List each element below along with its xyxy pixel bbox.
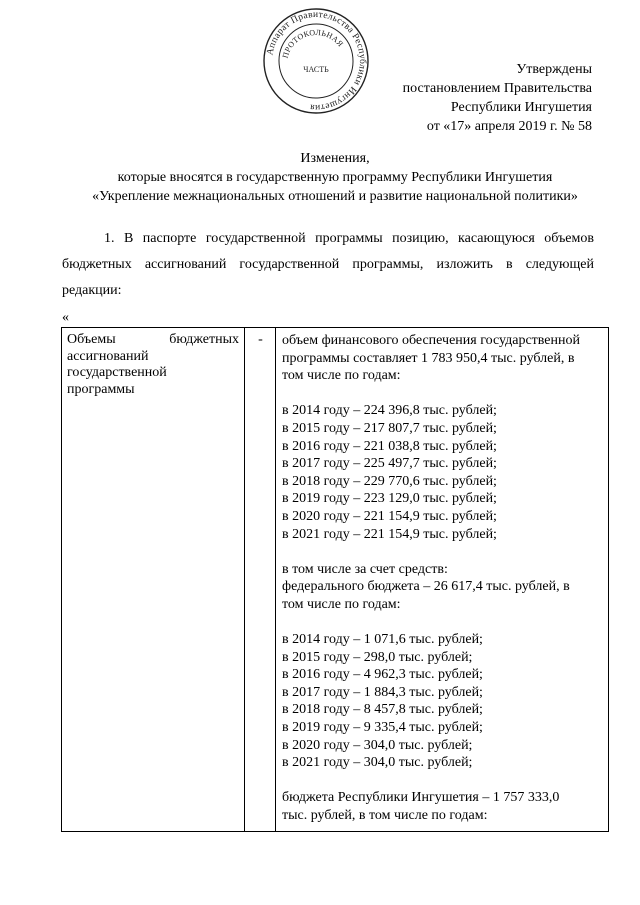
amendment-paragraph [62, 226, 594, 304]
federal-year-line: в 2019 году – 9 335,4 тыс. рублей; [282, 720, 483, 736]
approval-block [403, 60, 592, 136]
paragraph-line-1: 1. В паспорте государственной программы позицию, касающуюся объемов [104, 231, 594, 246]
total-year-line: в 2020 году – 221 154,9 тыс. рублей; [282, 508, 497, 524]
label-line: программы [67, 381, 135, 397]
approval-line-2: постановлением Правительства [402, 81, 592, 96]
heading-line-3: «Укрепление межнациональных отношений и развитие национальной политики» [92, 189, 578, 204]
total-year-line: в 2018 году – 229 770,6 тыс. рублей; [282, 473, 497, 489]
total-year-line: в 2017 году – 225 497,7 тыс. рублей; [282, 456, 497, 472]
total-line: объем финансового обеспечения государственной [282, 333, 580, 348]
table-content-cell [282, 332, 608, 825]
seal-inner-text: ПРОТОКОЛЬНАЯ [280, 27, 346, 60]
federal-year-line: в 2014 году – 1 071,6 тыс. рублей; [282, 632, 483, 648]
federal-year-line: в 2018 году – 8 457,8 тыс. рублей; [282, 702, 483, 718]
total-line: программы составляет 1 783 950,4 тыс. рублей, в [282, 350, 575, 366]
federal-year-line: в 2020 году – 304,0 тыс. рублей; [282, 737, 473, 753]
regional-line: тыс. рублей, в том числе по годам: [282, 808, 488, 824]
approval-line-1: Утверждены [516, 62, 592, 77]
total-year-line: в 2021 году – 221 154,9 тыс. рублей; [282, 526, 497, 542]
total-year-line: в 2015 году – 217 807,7 тыс. рублей; [282, 420, 497, 436]
budget-table [61, 327, 609, 832]
heading-line-2: которые вносятся в государственную программу Республики Ингушетия [117, 170, 553, 185]
document-heading [40, 149, 630, 206]
paragraph-line-2: бюджетных ассигнований государственной программы, изложить в следующей [62, 257, 594, 272]
federal-line: федерального бюджета – 26 617,4 тыс. рублей, в [282, 579, 570, 595]
table-column-divider-1 [244, 328, 245, 831]
federal-year-line: в 2017 году – 1 884,3 тыс. рублей; [282, 684, 483, 700]
table-column-divider-2 [275, 328, 276, 831]
federal-year-line: в 2015 году – 298,0 тыс. рублей; [282, 649, 473, 665]
total-year-line: в 2016 году – 221 038,8 тыс. рублей; [282, 438, 497, 454]
label-line: ассигнований [67, 348, 149, 364]
heading-line-1: Изменения, [300, 151, 370, 166]
total-year-line: в 2014 году – 224 396,8 тыс. рублей; [282, 403, 497, 419]
federal-year-line: в 2021 году – 304,0 тыс. рублей; [282, 755, 473, 771]
regional-line: бюджета Республики Ингушетия – 1 757 333,0 [282, 790, 560, 806]
table-dash-cell: - [258, 332, 263, 347]
label-line: государственной [67, 365, 167, 381]
total-year-line: в 2019 году – 223 129,0 тыс. рублей; [282, 491, 497, 507]
federal-line: том числе по годам: [282, 596, 401, 612]
seal-center-text: ЧАСТЬ [303, 65, 329, 74]
label-line: Объемы бюджетных [67, 332, 239, 347]
approval-line-3: Республики Ингушетия [450, 100, 592, 115]
total-line: том числе по годам: [282, 368, 401, 384]
approval-line-4: от «17» апреля 2019 г. № 58 [426, 119, 592, 134]
federal-line: в том числе за счет средств: [282, 561, 448, 577]
paragraph-line-3: редакции: [62, 283, 122, 298]
seal-outer-text: Аппарат Правительства Республики Ингушетия [265, 9, 368, 113]
svg-text:ПРОТОКОЛЬНАЯ [281, 28, 346, 59]
opening-quote-mark: « [62, 310, 69, 325]
table-label-cell [67, 332, 239, 398]
federal-year-line: в 2016 году – 4 962,3 тыс. рублей; [282, 667, 483, 683]
protocol-seal-stamp [261, 6, 371, 116]
